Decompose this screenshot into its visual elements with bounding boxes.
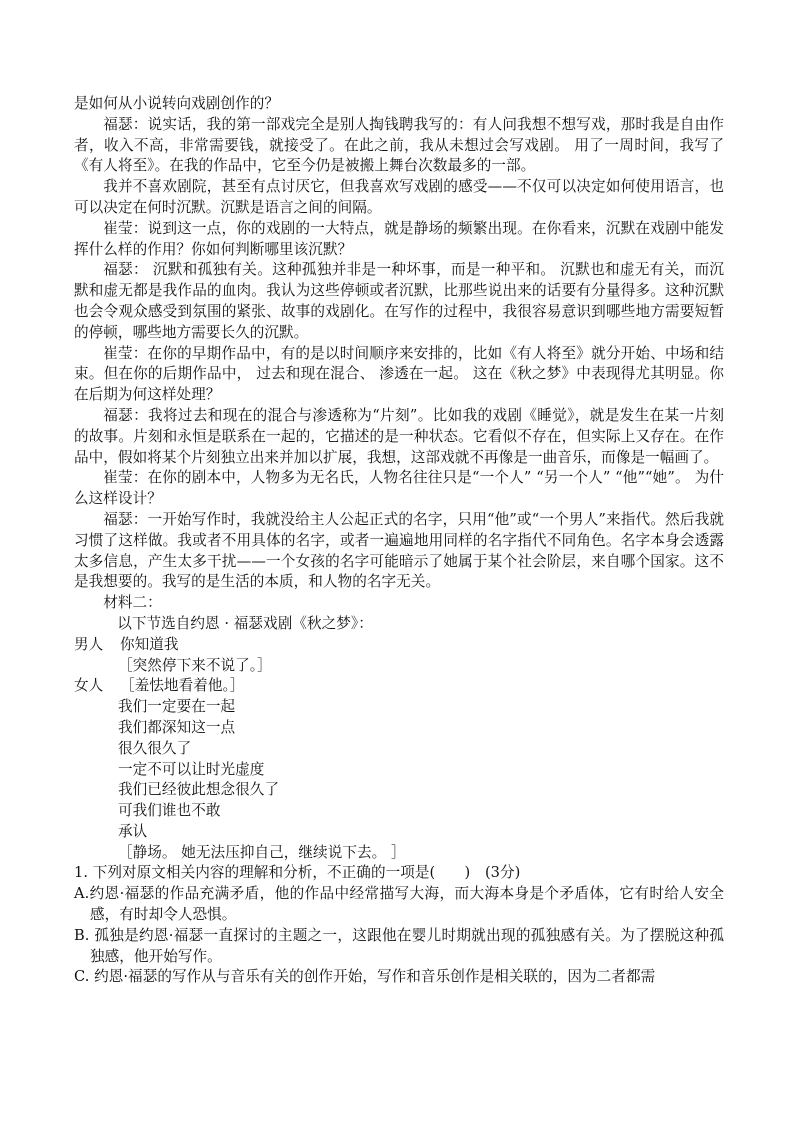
excerpt-intro: 以下节选自约恩 · 福瑟戏剧《秋之梦》： [117,614,373,632]
paragraph-7: 崔莹：在你的剧本中，人物多为无名氏，人物名往往只是“一个人” “另一个人” “他”“她”。 为什么这样设计？ [74,469,724,508]
man-line [74,635,724,656]
material-two-heading: 材料二： [103,594,162,612]
woman-line [74,676,724,697]
stage-direction-final: ［静场。 她无法压抑自己，继续说下去。 ］ [118,843,406,861]
paragraph-8: 福瑟：一开始写作时，我就没给主人公起正式的名字，只用“他”或“一个男人”来指代。然后我就习惯了这样做。我或者不用具体的名字，或者一遍遍地用同样的名字指代不同角色。名字本身会透露太多信息，产生太多干扰——一个女孩的名字可能暗示了她属于某个社会阶层，来自哪个国家。这不是我想要的。我写的是生活的本质，和人物的名字无关。 [74,510,724,591]
script-excerpt [74,635,724,864]
verse-line: 可我们谁也不敢 [118,802,221,820]
question-option-a: A.约恩·福瑟的作品充满矛盾，他的作品中经常描写大海，而大海本身是个矛盾体，它有时给人安全感，有时却令人恐惧。 [74,885,724,924]
paragraph-0: 是如何从小说转向戏剧创作的？ [74,95,280,112]
paragraph-5: 崔莹：在你的早期作品中，有的是以时间顺序来安排的，比如《有人将至》就分开始、中场和结束。但在你的后期作品中， 过去和现在混合、 渗透在一起。 这在《秋之梦》中表现得尤其明显。你在后期为何这样处理？ [74,344,724,404]
man-dialogue: 你知道我 [120,635,179,653]
verse-line: 很久很久了 [118,739,192,757]
paragraph-6: 福瑟：我将过去和现在的混合与渗透称为“片刻”。比如我的戏剧《睡觉》，就是发生在某一片刻的故事。片刻和永恒是联系在一起的，它描述的是一种状态。它看似不存在，但实际上又存在。在作品中，假如将某个片刻独立出来并加以扩展，我想，这部戏就不再像是一曲音乐，而像是一幅画了。 [74,406,724,466]
speaker-man: 男人 [74,635,104,653]
verse-line: 我们已经彼此想念很久了 [118,781,280,799]
question-block [74,863,724,988]
speaker-woman: 女人 [74,677,104,695]
verse-line: 我们一定要在一起 [118,698,236,716]
question-option-b: B. 孤独是约恩·福瑟一直探讨的主题之一，这跟他在婴儿时期就出现的孤独感有关。为了摆脱这种孤独感，他开始写作。 [74,926,724,965]
document-page [74,94,724,988]
verse-line: 承认 [118,822,148,840]
question-option-c: C. 约恩·福瑟的写作从与音乐有关的创作开始，写作和音乐创作是相关联的，因为二者都需 [74,968,656,986]
stage-direction-woman: ［羞怯地看着他。］ [120,677,245,695]
paragraph-1: 福瑟：说实话，我的第一部戏完全是别人掏钱聘我写的：有人问我想不想写戏，那时我是自由作者，收入不高，非常需要钱，就接受了。在此之前，我从未想过会写戏剧。 用了一周时间，我写了《有人将至》。在我的作品中，它至今仍是被搬上舞台次数最多的一部。 [74,115,724,175]
verse-line: 一定不可以让时光虚度 [118,760,265,778]
verse-line: 我们都深知这一点 [118,718,236,736]
stage-direction-man: ［突然停下来不说了。］ [118,656,272,674]
question-stem: 1. 下列对原文相关内容的理解和分析，不正确的一项是( ) (3分) [74,864,521,882]
paragraph-4: 福瑟： 沉默和孤独有关。这种孤独并非是一种坏事，而是一种平和。 沉默也和虚无有关，而沉默和虚无都是我作品的血肉。我认为这些停顿或者沉默，比那些说出来的话要有分量得多。这种沉默也会令观众感受到氛围的紧张、故事的戏剧化。在写作的过程中，我很容易意识到哪些地方需要短暂的停顿，哪些地方需要长久的沉默。 [74,261,724,341]
paragraph-3: 崔莹：说到这一点，你的戏剧的一大特点，就是静场的频繁出现。在你看来，沉默在戏剧中能发挥什么样的作用？你如何判断哪里该沉默？ [74,219,724,258]
paragraph-2: 我并不喜欢剧院，甚至有点讨厌它，但我喜欢写戏剧的感受——不仅可以决定如何使用语言，也可以决定在何时沉默。沉默是语言之间的间隔。 [74,178,724,216]
